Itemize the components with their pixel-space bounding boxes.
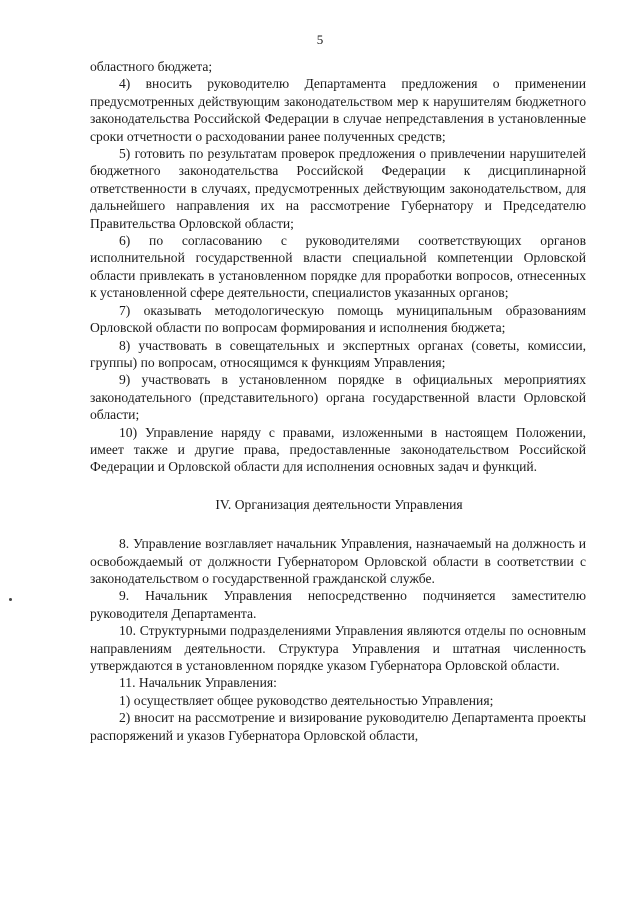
- paragraph-clause-11: 11. Начальник Управления:: [119, 675, 277, 691]
- paragraph-item-8: 8) участвовать в совещательных и экспертных органах (советы, комиссии, группы) по вопросам, относящимся к функциям Управления;: [90, 337, 586, 370]
- paragraph-item-10: 10) Управление наряду с правами, изложенными в настоящем Положении, имеет также и другие права, предоставленные законодательством Российской Федерации и Орловской области для исполнения основных задач и функций.: [90, 424, 586, 475]
- paragraph-clause-10: 10. Структурными подразделениями Управления являются отделы по основным направлениям деятельности. Структура Управления и штатная численность утверждаются в установленном порядке указом Губернатора Орловской области.: [90, 623, 586, 673]
- section-heading: IV. Организация деятельности Управления: [215, 496, 463, 512]
- paragraph-subitem-1: 1) осуществляет общее руководство деятельностью Управления;: [119, 692, 494, 708]
- paragraph-item-6: 6) по согласованию с руководителями соответствующих органов исполнительной государственной власти специальной компетенции Орловской области привлекать в установленном порядке для проработки вопросов, отнесенных к установленной сфере деятельности, специалистов указанных органов;: [90, 233, 586, 301]
- paragraph-subitem-2: 2) вносит на рассмотрение и визирование руководителю Департамента проекты распоряжений и указов Губернатора Орловской области,: [90, 710, 586, 743]
- margin-speck: [9, 598, 12, 601]
- paragraph-item-7: 7) оказывать методологическую помощь муниципальным образованиям Орловской области по вопросам формирования и исполнения бюджета;: [90, 302, 586, 336]
- paragraph-continuation: областного бюджета;: [90, 59, 213, 74]
- paragraph-item-5: 5) готовить по результатам проверок предложения о привлечении нарушителей бюджетного законодательства Российской Федерации к дисциплинарной ответственности в случаях, предусмотренных действующим законодательством, для дальнейшего направления их на рассмотрение Губернатору и Председателю Правительства Орловской области;: [90, 146, 586, 231]
- page-number: 5: [316, 32, 324, 47]
- paragraph-clause-8: 8. Управление возглавляет начальник Управления, назначаемый на должность и освобождаемый от должности Губернатором Орловской области в соответствии с законодательством о государственной гражданской службе.: [90, 536, 586, 586]
- paragraph-clause-9: 9. Начальник Управления непосредственно подчиняется заместителю руководителя Департамента.: [90, 588, 586, 621]
- paragraph-item-9: 9) участвовать в установленном порядке в официальных мероприятиях законодательного (представительного) органа государственной власти Орловской области;: [90, 372, 586, 423]
- document-body: [90, 58, 586, 744]
- paragraph-item-4: 4) вносить руководителю Департамента предложения о применении предусмотренных действующим законодательством мер к нарушителям бюджетного законодательства Российской Федерации в случае непредставления в установленные сроки отчетности о расходовании ранее полученных средств;: [90, 76, 586, 144]
